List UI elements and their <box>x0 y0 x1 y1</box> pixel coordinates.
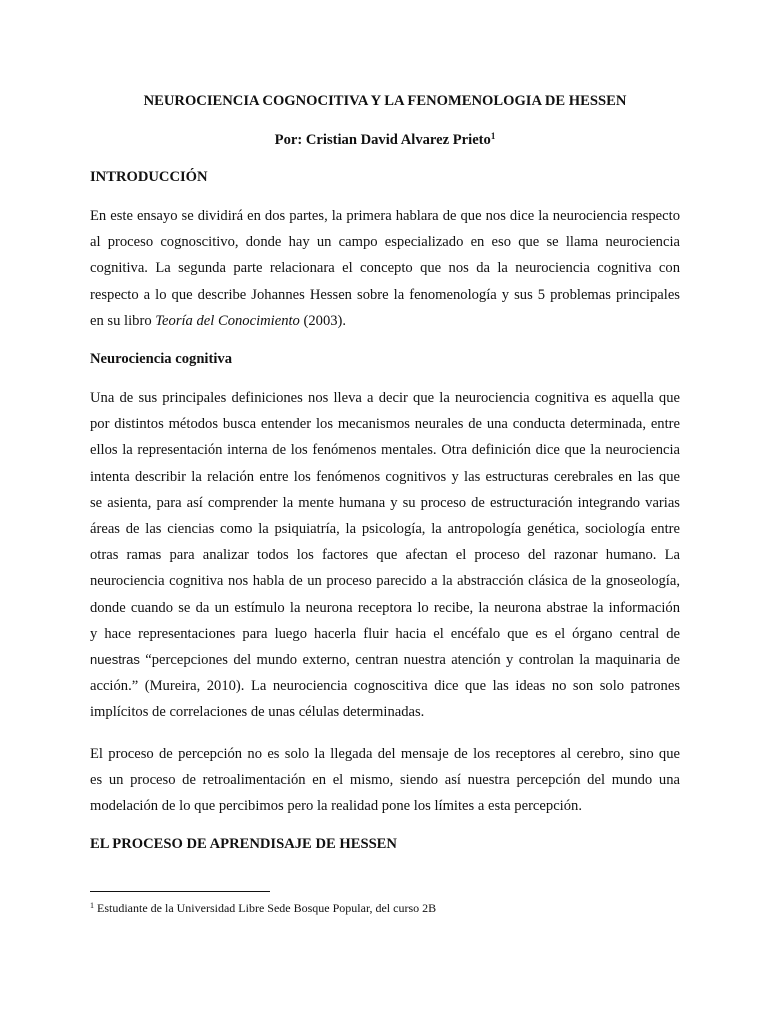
perception-line: El proceso de percepción no es solo la llegada del mensaje de los receptores al cerebro, sino que <box>90 746 680 762</box>
intro-line: respecto a lo que describe Johannes Hessen sobre la fenomenología y sus 5 problemas principales <box>90 286 680 303</box>
perception-line: modelación de lo que percibimos pero la realidad pone los límites a esta percepción. <box>90 798 582 815</box>
hessen-heading: EL PROCESO DE APRENDISAJE DE HESSEN <box>90 836 397 852</box>
document-title: NEUROCIENCIA COGNOCITIVA Y LA FENOMENOLOGIA DE HESSEN <box>143 93 627 109</box>
neuro-line: ellos la representación interna de los fenómenos mentales. Otra definición dice que la neurociencia <box>90 442 680 459</box>
neuro-heading: Neurociencia cognitiva <box>90 351 232 367</box>
intro-line: al proceso cognoscitivo, donde hay un campo especializado en eso que se llama neurociencia <box>90 234 680 251</box>
neuro-line <box>90 647 680 673</box>
intro-last-prefix: en su libro <box>90 312 156 329</box>
neuro-line: Una de sus principales definiciones nos lleva a decir que la neurociencia cognitiva es aquella que <box>90 390 680 406</box>
perception-paragraph <box>90 741 680 820</box>
neuro-line: se asienta, para así comprender la mente humana y su proceso de estructuración integrando varias <box>90 494 680 511</box>
perception-line: es un proceso de retroalimentación en el mismo, siendo así nuestra percepción del mundo una <box>90 772 680 789</box>
footnote-mark: 1 <box>90 901 94 910</box>
neuro-line: acción.” (Mureira, 2010). La neurociencia cognoscitiva dice que las ideas no son solo patrones <box>90 678 680 695</box>
neuro-quote-line: “percepciones del mundo externo, centran nuestra atención y controlan la maquinaria de <box>139 651 680 668</box>
author-name: Por: Cristian David Alvarez Prieto <box>274 132 491 148</box>
neuro-line: otras ramas para analizar todos los factores que afectan el proceso del razonar humano. La <box>90 547 680 564</box>
document-author <box>90 131 680 149</box>
footnote-separator <box>90 891 270 892</box>
intro-line <box>90 308 680 334</box>
intro-heading: INTRODUCCIÓN <box>90 169 208 185</box>
neuro-line: intenta describir la relación entre los fenómenos cognitivos y las estructuras cerebrales en las que <box>90 468 680 485</box>
intro-line: En este ensayo se dividirá en dos partes, la primera hablara de que nos dice la neurociencia respecto <box>90 208 680 224</box>
intro-last-suffix: (2003). <box>299 312 347 329</box>
footnote <box>90 901 436 916</box>
neuro-line: neurociencia cognitiva nos habla de un proceso parecido a la abstracción clásica de la gnoseología, <box>90 573 680 590</box>
neuro-line: donde cuando se da un estímulo la neurona receptora lo recibe, la neurona abstrae la información <box>90 599 680 616</box>
book-title: Teoría del Conocimiento <box>155 312 300 329</box>
intro-line: cognitiva. La segunda parte relacionara el concepto que nos da la neurociencia cognitiva con <box>90 260 680 277</box>
neuro-line: áreas de las ciencias como la psiquiatría, la psicología, la antropología genética, sociología entre <box>90 520 680 537</box>
footnote-text: Estudiante de la Universidad Libre Sede Bosque Popular, del curso 2B <box>94 901 437 915</box>
neuro-paragraph <box>90 385 680 725</box>
author-footnote-mark: 1 <box>490 131 496 141</box>
document-page <box>90 0 680 1024</box>
neuro-line: por distintos métodos busca entender los mecanismos neurales de una conducta determinada, entre <box>90 416 680 433</box>
neuro-line: y hace representaciones para luego hacerla fluir hacia el encéfalo que es el órgano central de <box>90 625 680 642</box>
neuro-sans-word: nuestras <box>90 651 140 667</box>
intro-paragraph <box>90 203 680 334</box>
neuro-line: implícitos de correlaciones de unas células determinadas. <box>90 704 425 721</box>
